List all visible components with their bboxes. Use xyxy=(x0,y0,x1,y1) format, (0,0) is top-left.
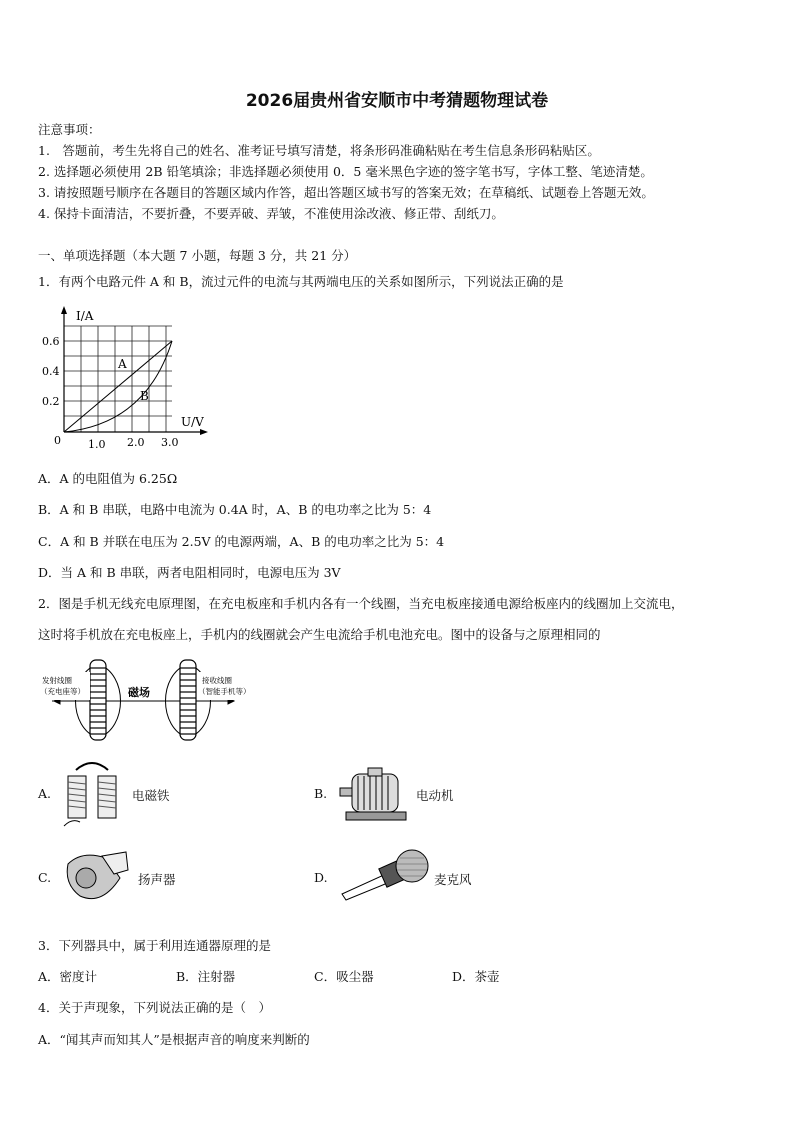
question-3-option-a: A．密度计 xyxy=(38,969,98,984)
notice-item-3: 3. 请按照题号顺序在各题目的答题区域内作答，超出答题区域书写的答案无效；在草稿纸、试题卷上答题无效。 xyxy=(38,185,654,200)
y-tick-0.4: 0.4 xyxy=(42,365,60,378)
x-tick-3.0: 3.0 xyxy=(161,436,179,449)
receive-coil-label-1: 接收线圈 xyxy=(202,676,232,685)
transmit-coil-label-1: 发射线圈 xyxy=(42,676,72,685)
question-2-option-c-label: 扬声器 xyxy=(138,872,176,887)
notice-item-1: 1. 答题前，考生先将自己的姓名、准考证号填写清楚，将条形码准确粘贴在考生信息条形码粘贴区。 xyxy=(38,143,600,158)
question-2-option-a-letter: A. xyxy=(38,786,52,801)
origin-label: 0 xyxy=(54,434,61,447)
y-tick-0.6: 0.6 xyxy=(42,335,60,348)
graph-grid xyxy=(64,326,172,432)
question-3-option-b: B．注射器 xyxy=(176,969,236,984)
question-1-option-d: D．当 A 和 B 串联，两者电阻相同时，电源电压为 3V xyxy=(38,565,341,580)
section-heading: 一、单项选择题（本大题 7 小题，每题 3 分，共 21 分） xyxy=(38,248,357,263)
y-axis-label: I/A xyxy=(76,309,94,323)
question-3-option-d: D．茶壶 xyxy=(452,969,500,984)
transmit-coil-icon xyxy=(90,660,106,740)
transmit-coil-label-2: （充电座等） xyxy=(40,687,85,696)
question-2-option-b-letter: B. xyxy=(314,786,328,801)
question-2-option-c-letter: C. xyxy=(38,870,52,885)
y-axis-arrow xyxy=(61,306,67,314)
electric-motor-icon xyxy=(338,766,416,826)
x-tick-2.0: 2.0 xyxy=(127,436,145,449)
x-tick-1.0: 1.0 xyxy=(88,438,106,451)
curve-a xyxy=(64,341,172,432)
question-3-option-c: C．吸尘器 xyxy=(314,969,374,984)
notice-item-2: 2. 选择题必须使用 2B 铅笔填涂；非选择题必须使用 0．5 毫米黑色字迹的签字笔书写，字体工整、笔迹清楚。 xyxy=(38,164,653,179)
question-1-option-b: B．A 和 B 串联，电路中电流为 0.4A 时，A、B 的电功率之比为 5：4 xyxy=(38,502,432,517)
question-2-option-d-letter: D. xyxy=(314,870,328,885)
electromagnet-icon xyxy=(62,760,122,828)
question-2-option-b-label: 电动机 xyxy=(416,788,454,803)
x-axis-arrow xyxy=(200,429,208,435)
receive-coil-icon xyxy=(180,660,196,740)
question-4-option-a: A．“闻其声而知其人”是根据声音的响度来判断的 xyxy=(38,1032,310,1047)
x-axis-label: U/V xyxy=(181,415,204,429)
wireless-charging-figure xyxy=(38,654,251,744)
question-3-stem: 3．下列器具中，属于利用连通器原理的是 xyxy=(38,938,271,953)
question-4-stem: 4．关于声现象，下列说法正确的是（ ） xyxy=(38,1000,271,1015)
notice-item-4: 4. 保持卡面清洁，不要折叠，不要弄破、弄皱，不准使用涂改液、修正带、刮纸刀。 xyxy=(38,206,504,221)
question-2-stem-line-1: 2．图是手机无线充电原理图，在充电板座和手机内各有一个线圈，当充电板座接通电源给板座内的线圈加上交流电， xyxy=(38,596,684,611)
y-tick-0.2: 0.2 xyxy=(42,395,60,408)
receive-coil-label-2: （智能手机等） xyxy=(198,687,251,696)
microphone-icon xyxy=(338,846,430,902)
question-2-option-a-label: 电磁铁 xyxy=(132,788,170,803)
notice-heading: 注意事项： xyxy=(38,122,101,137)
magnetic-field-label: 磁场 xyxy=(128,686,150,699)
question-1-option-a: A．A 的电阻值为 6.25Ω xyxy=(38,471,178,486)
iv-graph xyxy=(36,304,216,452)
page-title: 2026届贵州省安顺市中考猜题物理试卷 xyxy=(245,91,549,111)
question-2-stem-line-2: 这时将手机放在充电板座上，手机内的线圈就会产生电流给手机电池充电。图中的设备与之原理相同的 xyxy=(38,627,601,642)
loudspeaker-icon xyxy=(62,848,132,908)
question-1-stem: 1．有两个电路元件 A 和 B，流过元件的电流与其两端电压的关系如图所示，下列说法正确的是 xyxy=(38,274,564,289)
question-1-option-c: C．A 和 B 并联在电压为 2.5V 的电源两端，A、B 的电功率之比为 5：4 xyxy=(38,534,445,549)
curve-a-label: A xyxy=(118,357,127,371)
question-2-option-d-label: 麦克风 xyxy=(434,872,472,887)
curve-b-label: B xyxy=(140,389,149,403)
